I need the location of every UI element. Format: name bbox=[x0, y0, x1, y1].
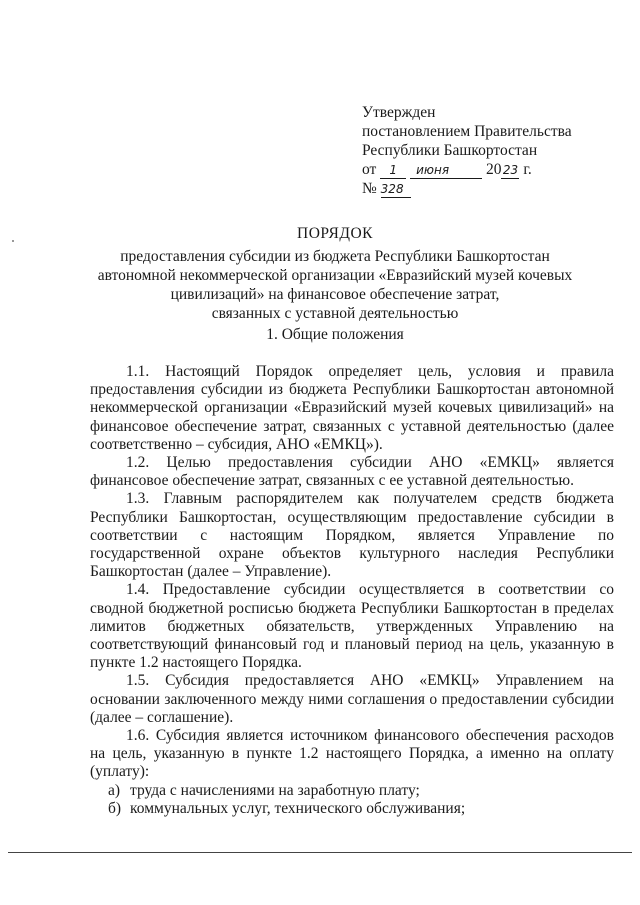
date-year-prefix: 20 bbox=[485, 161, 502, 178]
title-line-3: цивилизаций» на финансовое обеспечение затрат, bbox=[170, 286, 500, 303]
decree-number: 328 bbox=[381, 182, 411, 198]
date-suffix: г. bbox=[523, 161, 532, 178]
paragraph-1-4: 1.4. Предоставление субсидии осуществляется в соответствии со сводной бюджетной росписью бюджета Республики Башкортостан в пределах лимитов бюджетных обязательств, утвержденных Управлению на соответствующий финансовый год и плановый период на цель, указанную в пункте 1.2 настоящего Порядка. bbox=[90, 581, 614, 672]
number-prefix: № bbox=[362, 180, 377, 197]
list-text: труда с начислениями на заработную плату; bbox=[130, 781, 420, 799]
approval-date-line bbox=[362, 160, 622, 179]
document-title: ПОРЯДОК bbox=[297, 225, 373, 242]
list-marker: а) bbox=[108, 781, 121, 799]
scan-speck bbox=[12, 240, 14, 242]
title-line-4: связанных с уставной деятельностью bbox=[211, 305, 459, 322]
list-item bbox=[90, 800, 614, 818]
approval-line-3: Республики Башкортостан bbox=[362, 142, 538, 159]
approval-number-line bbox=[362, 179, 622, 198]
approval-line-2: постановлением Правительства bbox=[362, 123, 572, 140]
document-title-block bbox=[70, 224, 600, 323]
paragraph-1-3: 1.3. Главным распорядителем как получателем средств бюджета Республики Башкортостан, осуществляющим предоставление субсидии в соответствии с настоящим Порядком, является Управление по государственной охране объектов культурного наследия Республики Башкортостан (далее – Управление). bbox=[90, 490, 614, 581]
date-year-suffix: 23 bbox=[502, 163, 519, 177]
paragraph-1-6: 1.6. Субсидия является источником финансового обеспечения расходов на цель, указанную в пункте 1.2 настоящего Порядка, а именно на оплату (уплату): bbox=[90, 727, 614, 781]
section-heading: 1. Общие положения bbox=[266, 326, 404, 343]
paragraph-1-1: 1.1. Настоящий Порядок определяет цель, условия и правила предоставления субсидии из бюджета Республики Башкортостан автономной некоммерческой организации «Евразийский музей кочевых цивилизаций» на финансовое обеспечение затрат, связанных с уставной деятельностью (далее соответственно – субсидия, АНО «ЕМКЦ»). bbox=[90, 363, 614, 453]
list-item bbox=[90, 782, 614, 800]
list-marker: б) bbox=[108, 799, 122, 817]
paragraph-1-5: 1.5. Субсидия предоставляется АНО «ЕМКЦ» Управлением на основании заключенного между ними соглашения о предоставлении субсидии (далее – соглашение). bbox=[90, 672, 614, 726]
date-prefix: от bbox=[362, 161, 377, 178]
document-body bbox=[90, 363, 614, 818]
title-line-2: автономной некоммерческой организации «Евразийский музей кочевых bbox=[97, 267, 573, 284]
list-text: коммунальных услуг, технического обслуживания; bbox=[130, 799, 466, 817]
title-line-1: предоставления субсидии из бюджета Республики Башкортостан bbox=[120, 248, 550, 265]
page-bottom-rule bbox=[8, 852, 632, 853]
approval-line-1: Утвержден bbox=[362, 104, 436, 121]
paragraph-1-2: 1.2. Целью предоставления субсидии АНО «ЕМКЦ» является финансовое обеспечение затрат, связанных с ее уставной деятельностью. bbox=[90, 454, 614, 490]
approval-block bbox=[362, 103, 622, 198]
date-day: 1 bbox=[380, 163, 406, 179]
date-month: июня bbox=[410, 163, 482, 179]
